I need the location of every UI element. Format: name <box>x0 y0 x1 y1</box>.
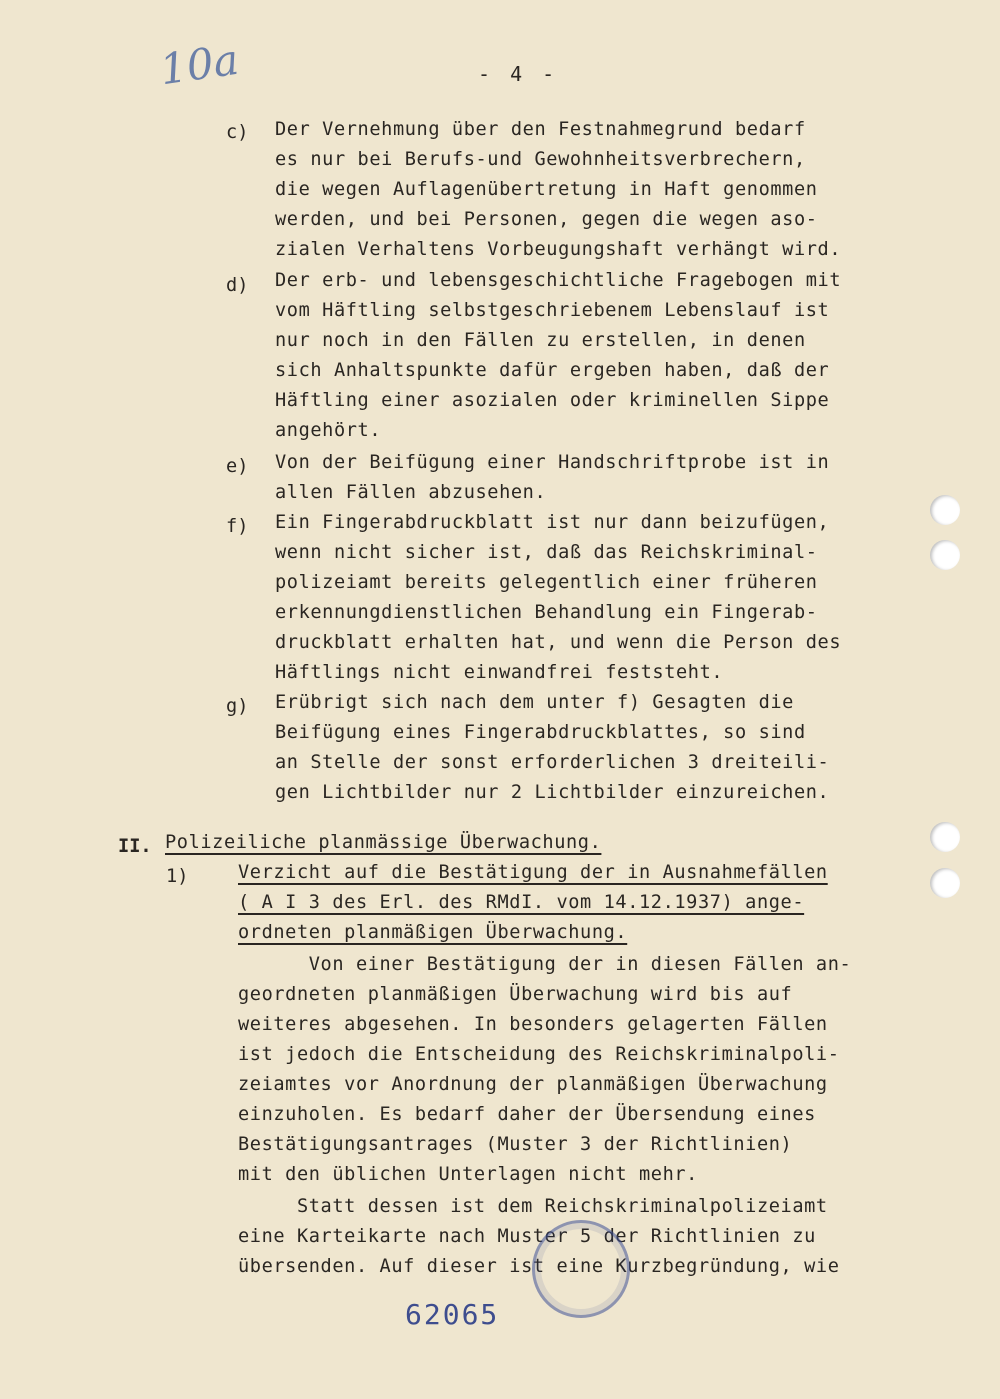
item-f-line: druckblatt erhalten hat, und wenn die Person des <box>275 632 842 653</box>
body-line: ist jedoch die Entscheidung des Reichskriminalpoli- <box>238 1044 840 1065</box>
item-d-line: angehört. <box>275 420 382 441</box>
item-f-line: Häftlings nicht einwandfrei feststeht. <box>275 662 724 683</box>
body-line: mit den üblichen Unterlagen nicht mehr. <box>238 1164 698 1185</box>
body-line: Von einer Bestätigung der in diesen Fällen an- <box>238 954 852 975</box>
subsection-1-heading-line: ordneten planmäßigen Überwachung. <box>238 922 628 943</box>
item-d-line: Der erb- und lebensgeschichtliche Fragebogen mit <box>275 270 842 291</box>
section-marker-II: II. <box>118 836 152 857</box>
item-f-line: polizeiamt bereits gelegentlich einer früheren <box>275 572 818 593</box>
item-d-line: vom Häftling selbstgeschriebenem Lebenslauf ist <box>275 300 830 321</box>
punch-hole <box>930 495 960 525</box>
item-c-line: die wegen Auflagenübertretung in Haft genommen <box>275 179 818 200</box>
archive-number: 62065 <box>405 1298 500 1331</box>
item-g-line: gen Lichtbilder nur 2 Lichtbilder einzureichen. <box>275 782 830 803</box>
body-line: eine Karteikarte nach Muster 5 der Richtlinien zu <box>238 1226 816 1247</box>
body-line: einzuholen. Es bedarf daher der Übersendung eines <box>238 1104 816 1125</box>
item-d-line: nur noch in den Fällen zu erstellen, in denen <box>275 330 806 351</box>
item-e-line: Von der Beifügung einer Handschriftprobe ist in <box>275 452 830 473</box>
item-f-line: wenn nicht sicher ist, daß das Reichskriminal- <box>275 542 818 563</box>
body-line: zeiamtes vor Anordnung der planmäßigen Überwachung <box>238 1074 828 1095</box>
item-d-line: Häftling einer asozialen oder kriminellen Sippe <box>275 390 830 411</box>
archive-stamp-icon <box>532 1220 630 1318</box>
item-g-line: Beifügung eines Fingerabdruckblattes, so sind <box>275 722 806 743</box>
subsection-marker-1: 1) <box>166 866 189 887</box>
item-c-line: Der Vernehmung über den Festnahmegrund bedarf <box>275 119 806 140</box>
handwritten-page-note: 10a <box>156 34 242 95</box>
body-line: geordneten planmäßigen Überwachung wird bis auf <box>238 984 793 1005</box>
item-f-line: Ein Fingerabdruckblatt ist nur dann beizufügen, <box>275 512 830 533</box>
punch-hole <box>930 540 960 570</box>
subsection-1-heading-line: ( A I 3 des Erl. des RMdI. vom 14.12.1937) ange- <box>238 892 805 913</box>
body-line: Statt dessen ist dem Reichskriminalpolizeiamt <box>238 1196 828 1217</box>
item-marker-e: e) <box>226 456 249 477</box>
item-f-line: erkennungdienstlichen Behandlung ein Fingerab- <box>275 602 818 623</box>
item-marker-d: d) <box>226 275 249 296</box>
body-line: übersenden. Auf dieser ist eine Kurzbegründung, wie <box>238 1256 840 1277</box>
item-marker-f: f) <box>226 516 249 537</box>
item-e-line: allen Fällen abzusehen. <box>275 482 547 503</box>
body-line: weiteres abgesehen. In besonders gelagerten Fällen <box>238 1014 828 1035</box>
page-number: - 4 - <box>478 62 559 86</box>
item-marker-g: g) <box>226 696 249 717</box>
section-II-heading: Polizeiliche planmässige Überwachung. <box>165 832 602 853</box>
item-c-line: es nur bei Berufs-und Gewohnheitsverbrechern, <box>275 149 806 170</box>
item-c-line: zialen Verhaltens Vorbeugungshaft verhängt wird. <box>275 239 842 260</box>
punch-hole <box>930 822 960 852</box>
item-d-line: sich Anhaltspunkte dafür ergeben haben, daß der <box>275 360 830 381</box>
item-marker-c: c) <box>226 122 249 143</box>
punch-hole <box>930 868 960 898</box>
item-g-line: Erübrigt sich nach dem unter f) Gesagten die <box>275 692 794 713</box>
item-c-line: werden, und bei Personen, gegen die wegen aso- <box>275 209 818 230</box>
body-line: Bestätigungsantrages (Muster 3 der Richtlinien) <box>238 1134 793 1155</box>
subsection-1-heading-line: Verzicht auf die Bestätigung der in Ausnahmefällen <box>238 862 828 883</box>
item-g-line: an Stelle der sonst erforderlichen 3 dreiteili- <box>275 752 830 773</box>
